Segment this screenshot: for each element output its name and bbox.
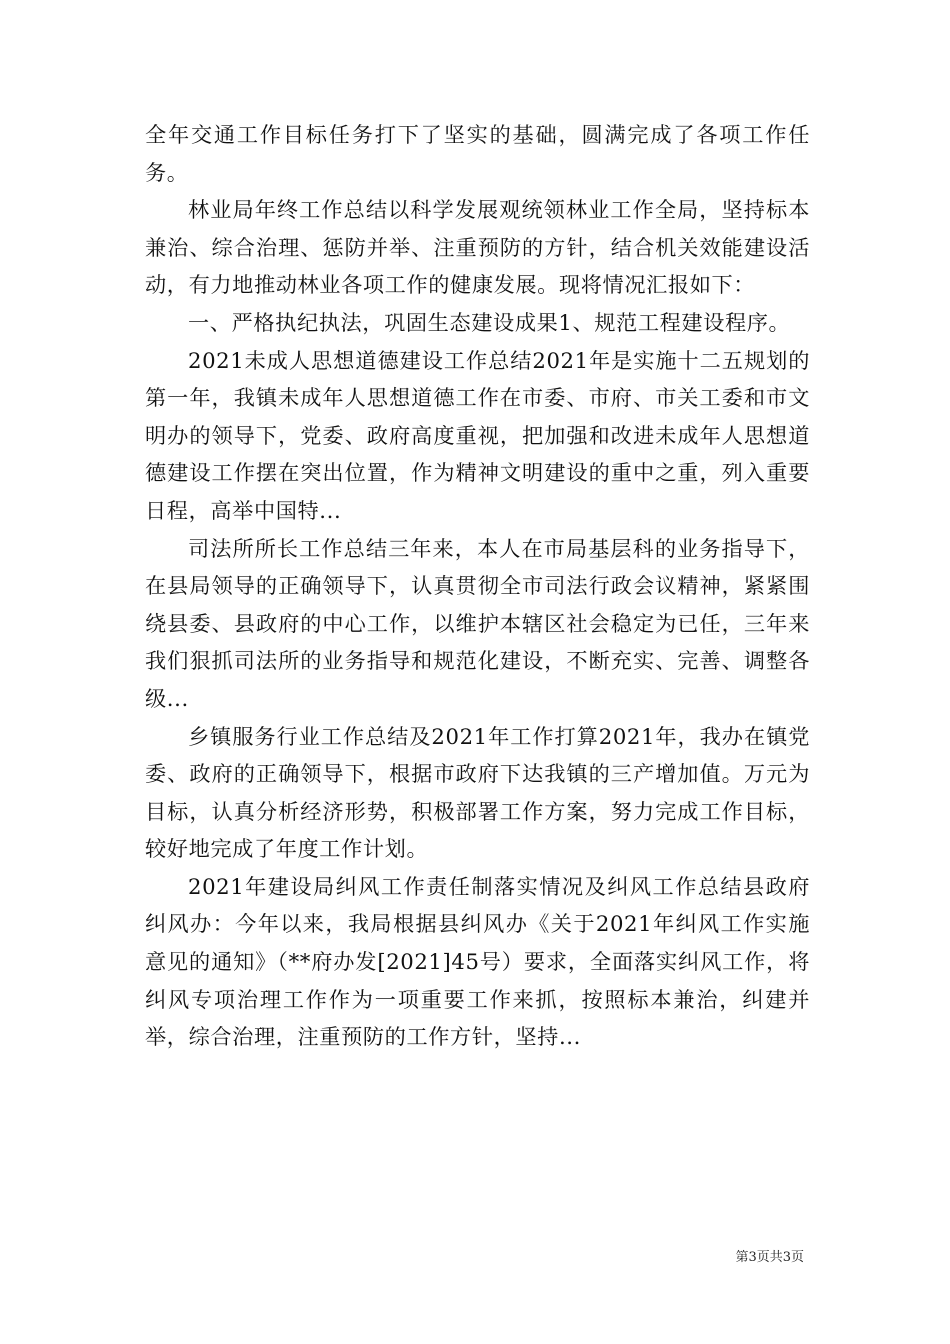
paragraph-township-services: 乡镇服务行业工作总结及2021年工作打算2021年，我办在镇党委、政府的正确领导下，根据市政府下达我镇的三产增加值。万元为目标，认真分析经济形势，积极部署工作方案，努力完成工作目标，较好地完成了年度工作计划。 xyxy=(145,723,810,862)
paragraph-enforcement: 一、严格执纪执法，巩固生态建设成果1、规范工程建设程序。 xyxy=(188,309,791,335)
document-body xyxy=(145,116,810,1056)
paragraph-continuation: 全年交通工作目标任务打下了坚实的基础，圆满完成了各项工作任务。 xyxy=(145,122,810,185)
paragraph-minors-moral: 2021未成人思想道德建设工作总结2021年是实施十二五规划的第一年，我镇未成年人思想道德工作在市委、市府、市关工委和市文明办的领导下，党委、政府高度重视，把加强和改进未成年人思想道德建设工作摆在突出位置，作为精神文明建设的重中之重，列入重要日程，高举中国特... xyxy=(145,347,810,523)
paragraph-construction-bureau: 2021年建设局纠风工作责任制落实情况及纠风工作总结县政府纠风办：今年以来，我局根据县纠风办《关于2021年纠风工作实施意见的通知》（**府办发[2021]45号）要求，全面落实纠风工作，将纠风专项治理工作作为一项重要工作来抓，按照标本兼治，纠建并举，综合治理，注重预防的工作方针，坚持... xyxy=(145,873,810,1050)
paragraph-judicial-office: 司法所所长工作总结三年来，本人在市局基层科的业务指导下，在县局领导的正确领导下，认真贯彻全市司法行政会议精神，紧紧围绕县委、县政府的中心工作，以维护本辖区社会稳定为已任，三年来我们狠抓司法所的业务指导和规范化建设，不断充实、完善、调整各级... xyxy=(145,535,810,711)
page-number: 第3页共3页 xyxy=(735,1250,804,1265)
paragraph-forestry-summary: 林业局年终工作总结以科学发展观统领林业工作全局，坚持标本兼治、综合治理、惩防并举、注重预防的方针，结合机关效能建设活动，有力地推动林业各项工作的健康发展。现将情况汇报如下： xyxy=(145,197,810,298)
